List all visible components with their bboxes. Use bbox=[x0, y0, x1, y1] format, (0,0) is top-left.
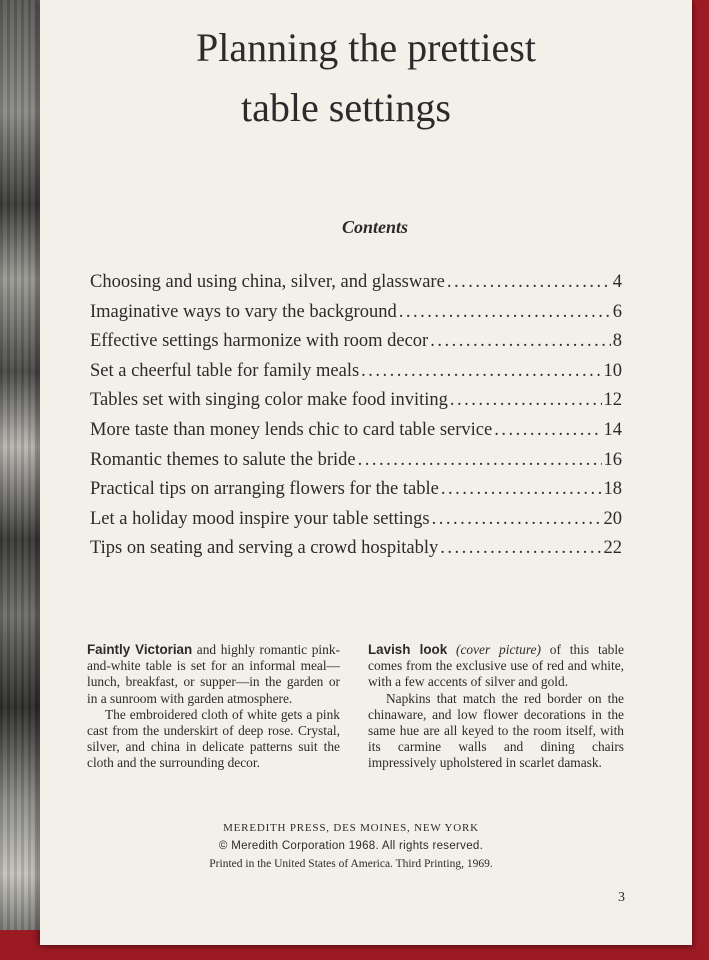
page-title-line1: Planning the prettiest bbox=[196, 25, 536, 70]
toc-entry-page: 10 bbox=[603, 360, 622, 381]
toc-leader-dots bbox=[430, 331, 611, 352]
toc-entry bbox=[90, 272, 622, 302]
copyright-line: © Meredith Corporation 1968. All rights reserved. bbox=[218, 840, 484, 852]
toc-leader-dots bbox=[450, 390, 602, 411]
caption-left-paragraph-2: The embroidered cloth of white gets a pink cast from the underskirt of deep rose. Crystal, silver, and china in delicate patterns suit the cloth and the surrounding decor. bbox=[87, 706, 340, 771]
toc-entry-page: 22 bbox=[603, 538, 622, 559]
toc-entry-page: 8 bbox=[612, 331, 622, 352]
caption-left-text: and highly romantic pink-and-white table is set for an informal meal—lunch, breakfast, or supper—in the garden or in a sunroom with garden atmosphere. bbox=[87, 642, 340, 706]
toc-entry-label: Let a holiday mood inspire your table settings bbox=[90, 508, 430, 529]
toc-entry-label: Practical tips on arranging flowers for the table bbox=[90, 479, 439, 500]
toc-entry-page: 6 bbox=[612, 301, 622, 322]
toc-entry bbox=[90, 538, 622, 568]
caption-left-paragraph-1 bbox=[87, 642, 340, 707]
caption-right-paragraph-2: Napkins that match the red border on the chinaware, and low flower decorations in the same hue are all keyed to the room itself, with its carmine walls and dining chairs impressively upholstered in scarlet damask. bbox=[368, 690, 624, 771]
toc-leader-dots bbox=[358, 450, 602, 471]
toc-leader-dots bbox=[441, 479, 602, 500]
toc-entry bbox=[90, 302, 622, 332]
caption-right-paragraph-1 bbox=[368, 642, 624, 691]
toc-entry bbox=[90, 450, 622, 480]
page-number: 3 bbox=[618, 890, 625, 905]
toc-entry-label: Effective settings harmonize with room decor bbox=[90, 331, 429, 352]
booklet-page bbox=[40, 0, 692, 945]
toc-entry-page: 20 bbox=[603, 508, 622, 529]
toc-entry-page: 4 bbox=[612, 272, 622, 292]
toc-entry bbox=[90, 390, 622, 420]
toc-leader-dots bbox=[399, 302, 611, 323]
caption-right-lead: Lavish look bbox=[368, 642, 448, 657]
toc-leader-dots bbox=[447, 272, 611, 293]
toc-entry bbox=[90, 361, 622, 391]
toc-leader-dots bbox=[361, 361, 601, 382]
toc-entry bbox=[90, 420, 622, 450]
toc-entry-label: Romantic themes to salute the bride bbox=[90, 449, 356, 470]
toc-entry-label: Tips on seating and serving a crowd hospitably bbox=[90, 538, 439, 559]
toc-leader-dots bbox=[440, 538, 601, 559]
caption-right bbox=[368, 642, 624, 772]
toc-entry bbox=[90, 509, 622, 539]
toc-entry-label: Choosing and using china, silver, and glassware bbox=[90, 272, 445, 292]
toc-entry-label: Imaginative ways to vary the background bbox=[90, 301, 397, 322]
toc-entry-page: 12 bbox=[603, 390, 622, 411]
toc-entry bbox=[90, 479, 622, 509]
toc-entry-page: 18 bbox=[603, 479, 622, 500]
caption-right-cover-note: (cover picture) bbox=[447, 642, 541, 657]
toc-leader-dots bbox=[494, 420, 601, 441]
caption-right-text: of this table comes from the exclusive use of red and white, with a few accents of silver and gold. bbox=[368, 642, 624, 690]
publisher-line: MEREDITH PRESS, DES MOINES, NEW YORK bbox=[223, 822, 479, 834]
toc-entry-label: Tables set with singing color make food inviting bbox=[90, 390, 448, 411]
page-title-line2: table settings bbox=[241, 85, 451, 130]
toc-leader-dots bbox=[432, 509, 602, 530]
toc-entry-page: 16 bbox=[603, 449, 622, 470]
toc-entry-label: More taste than money lends chic to card table service bbox=[90, 419, 493, 440]
contents-heading: Contents bbox=[341, 217, 409, 237]
toc-entry-label: Set a cheerful table for family meals bbox=[90, 360, 360, 381]
caption-left bbox=[87, 642, 340, 772]
toc-entry-page: 14 bbox=[603, 419, 622, 440]
printing-line: Printed in the United States of America. Third Printing, 1969. bbox=[209, 858, 493, 870]
table-of-contents bbox=[90, 272, 622, 568]
toc-entry bbox=[90, 331, 622, 361]
caption-left-lead: Faintly Victorian bbox=[87, 642, 193, 657]
